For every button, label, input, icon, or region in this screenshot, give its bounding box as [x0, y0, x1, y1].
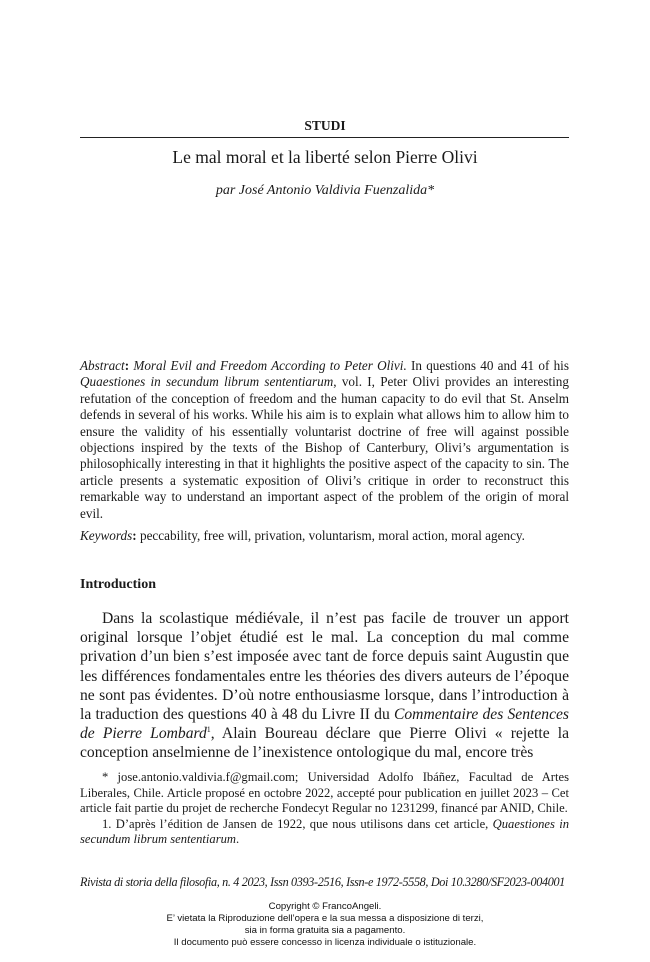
section-label: STUDI — [304, 118, 346, 133]
author-line: par José Antonio Valdivia Fuenzalida* — [215, 183, 435, 198]
body-text-1: Dans la scolastique médiévale, il n’est pas facile de trouver un apport original lorsque l’objet étudié est le mal. La conception du mal comme privation d’un bien s’est imposée avec tant de force depuis saint Augustin que les différences fondamentales entre les théories des divers auteurs de l’époque ne sont pas évidentes. D’où notre enthousiasme lorsque, dans l’introduction à la traduction des questions 40 à 48 du Livre II du — [80, 610, 569, 724]
copyright-notice — [0, 901, 650, 949]
abstract — [80, 358, 569, 522]
abstract-english-title: Moral Evil and Freedom According to Peter Olivi. — [133, 358, 407, 373]
keywords-label: Keywords — [80, 528, 133, 543]
body-text-2: , Alain Boureau déclare que Pierre Olivi « rejette la conception anselmienne de l’inexistence ontologique du mal, encore très — [80, 725, 569, 762]
copyright-line-1: Copyright © FrancoAngeli. — [268, 901, 382, 912]
footnote-1-title: Quaestiones in secundum librum sententiarum — [80, 816, 570, 847]
footnote-star-text: * jose.antonio.valdivia.f@gmail.com; Universidad Adolfo Ibáñez, Facultad de Artes Liberales, Chile. Article proposé en octobre 2022, accepté pour publication en juillet 2023 – Cet article fait partie du projet de recherche Fondecyt Regular no 1231299, financé par ANID, Chile. — [80, 770, 569, 816]
keywords-colon: : — [132, 528, 140, 543]
footnote-1-text: 1. D’après l’édition de Jansen de 1922, que nous utilisons dans cet article, — [102, 816, 493, 831]
abstract-text-2: , vol. I, Peter Olivi provides an interesting refutation of the conception of freedom and the human capacity to do evil that St. Anselm defends in several of his works. While his aim is to explain what allows him to allow him to ensure the validity of his essentially voluntarist doctrine of free will against possible objections inspired by the texts of the Bishop of Canterbury, Olivi’s argumentation is philosophically interesting in that it highlights the positive aspect of the capacity to sin. The article presents a systematic exposition of Olivi’s critique in order to reconstruct this remarkable way to understand an important aspect of the problem of the origin of moral evil. — [80, 374, 569, 521]
body-work-title: Commentaire des Sentences de Pierre Lombard — [80, 706, 569, 743]
copyright-line-2: E’ vietata la Riproduzione dell’opera e la sua messa a disposizione di terzi, — [166, 913, 484, 924]
footnote-1-end: . — [236, 832, 240, 847]
copyright-line-4: Il documento può essere concesso in licenza individuale o istituzionale. — [173, 937, 477, 948]
keywords-text: peccability, free will, privation, voluntarism, moral action, moral agency. — [139, 528, 525, 543]
abstract-label: Abstract — [80, 358, 125, 373]
abstract-work-title: Quaestiones in secundum librum sententiarum — [80, 374, 334, 390]
journal-citation: Rivista di storia della filosofia, n. 4 2023, Issn 0393-2516, Issn-e 1972-5558, Doi 10.3280/SF2023-004001 — [80, 875, 565, 889]
footnote-star — [80, 770, 569, 817]
copyright-line-3: sia in forma gratuita sia a pagamento. — [244, 925, 406, 936]
section-heading-introduction: Introduction — [80, 577, 156, 592]
abstract-text-1: In questions 40 and 41 of his — [406, 358, 569, 373]
header-rule — [80, 137, 569, 138]
footnote-ref-1[interactable]: 1 — [206, 725, 211, 735]
keywords — [80, 528, 569, 544]
body-paragraph — [80, 609, 569, 763]
footnotes — [80, 770, 569, 848]
footnote-1 — [80, 817, 569, 848]
abstract-colon: : — [124, 358, 134, 373]
article-title: Le mal moral et la liberté selon Pierre Olivi — [172, 147, 478, 167]
